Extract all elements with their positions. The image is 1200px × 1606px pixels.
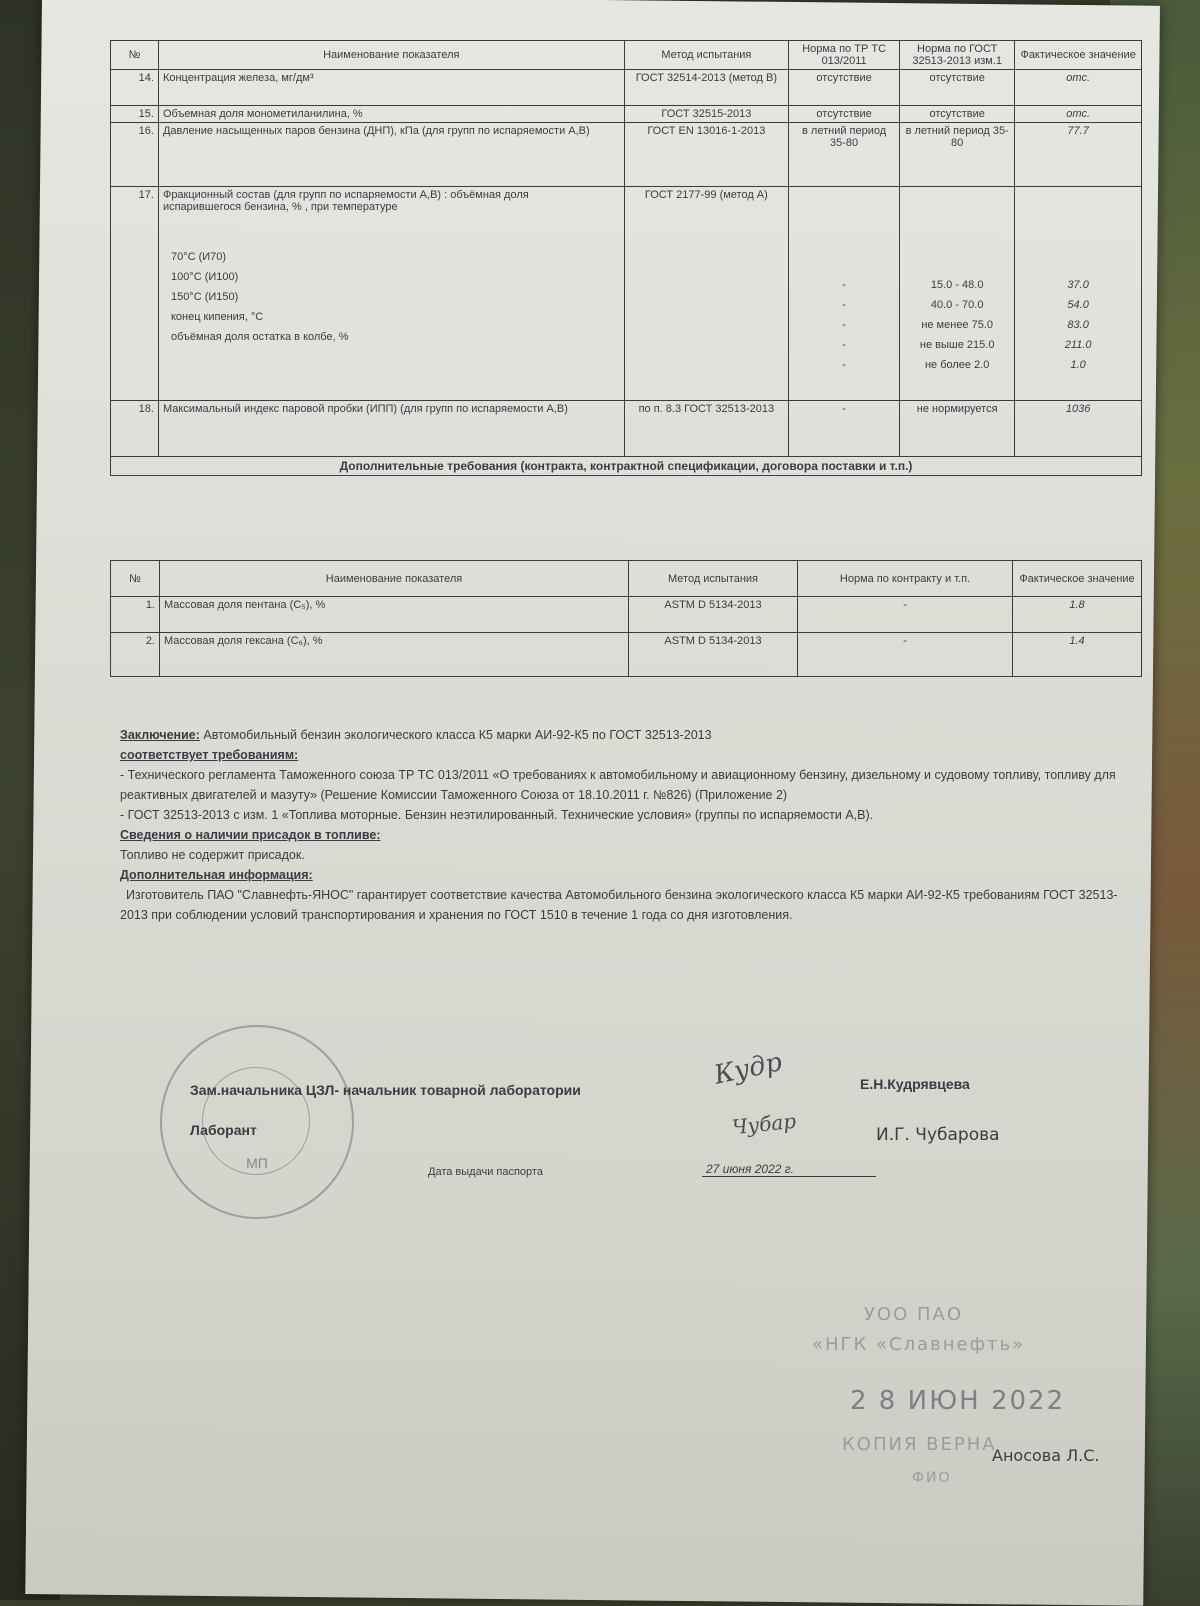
row-name: Массовая доля пентана (С₅), % [160, 597, 629, 633]
row-method: по п. 8.3 ГОСТ 32513-2013 [624, 401, 789, 457]
sub-norm-gost: не более 2.0 [924, 359, 990, 371]
row-no: 18. [111, 401, 159, 457]
row-name: Максимальный индекс паровой пробки (ИПП) (для групп по испаряемости А,В) [158, 401, 624, 457]
sub-value: 1.0 [1070, 359, 1086, 371]
row-name: Концентрация железа, мг/дм³ [158, 70, 624, 106]
date-label: Дата выдачи паспорта [428, 1166, 543, 1178]
row-value: 1036 [1015, 401, 1142, 457]
header-name: Наименование показателя [160, 561, 629, 597]
copy-stamp-line1: УОО ПАО [864, 1304, 964, 1325]
document-page [42, 0, 1160, 1600]
row-norm-tr: - [789, 401, 900, 457]
sub-norm-gost: 15.0 - 48.0 [930, 279, 984, 291]
row-norm-gost [900, 187, 1015, 401]
copy-stamp-name: Аносова Л.С. [992, 1446, 1100, 1465]
signature-name-1: Е.Н.Кудрявцева [860, 1076, 970, 1092]
copy-stamp-line4: ФИО [912, 1470, 952, 1486]
conclusion-label: Заключение: [120, 728, 200, 742]
row-value: отс. [1015, 106, 1142, 123]
sub-value: 83.0 [1067, 319, 1089, 331]
requirement-item-1: - Технического регламента Таможенного союза ТР ТС 013/2011 «О требованиях к автомобильному и авиационному бензину, дизельному и судовому топливу, топливу для реактивных двигателей и мазуту» (Решение Комиссии Таможенного Союза от 18.10.2011 г. №826) (Приложение 2) [120, 768, 1116, 802]
mp-label: МП [246, 1155, 268, 1171]
extra-requirements-row [111, 457, 1142, 476]
header-norm-gost: Норма по ГОСТ 32513-2013 изм.1 [900, 41, 1015, 70]
table-row [111, 106, 1142, 123]
sub-norm-gost: не выше 215.0 [919, 339, 995, 351]
sub-item: 100°С (И100) [170, 271, 239, 283]
row-method: ГОСТ 2177-99 (метод А) [624, 187, 789, 401]
row-norm-tr: в летний период 35-80 [789, 123, 900, 187]
handwritten-signature-2: Чубар [730, 1108, 798, 1140]
sub-value: 54.0 [1067, 299, 1089, 311]
additives-text: Топливо не содержит присадок. [120, 848, 305, 862]
sub-norm-tr: - [842, 299, 846, 311]
conclusion-text: Автомобильный бензин экологического класса К5 марки АИ-92-К5 по ГОСТ 32513-2013 [199, 728, 712, 742]
header-norm-contract: Норма по контракту и т.п. [798, 561, 1013, 597]
header-value: Фактическое значение [1013, 561, 1142, 597]
sub-item: конец кипения, °С [170, 311, 264, 323]
sub-norm-gost: не менее 75.0 [921, 319, 994, 331]
table-row [111, 597, 1142, 633]
requirement-item-2: - ГОСТ 32513-2013 с изм. 1 «Топлива моторные. Бензин неэтилированный. Технические условия» (группы по испаряемости А,В). [120, 808, 874, 822]
row-name: Объемная доля монометиланилина, % [158, 106, 624, 123]
sub-item: объёмная доля остатка в колбе, % [170, 331, 349, 343]
row-name: Давление насыщенных паров бензина (ДНП), кПа (для групп по испаряемости А,В) [158, 123, 624, 187]
row-value: 1.4 [1013, 633, 1142, 677]
row-method: ASTM D 5134-2013 [629, 597, 798, 633]
row-no: 17. [111, 187, 159, 401]
row-no: 2. [111, 633, 160, 677]
header-no: № [111, 41, 159, 70]
copy-stamp-date: 2 8 ИЮН 2022 [850, 1386, 1066, 1416]
table-header-row [111, 41, 1142, 70]
sub-norm-tr: - [842, 319, 846, 331]
row-method: ASTM D 5134-2013 [629, 633, 798, 677]
table-row [111, 401, 1142, 457]
header-method: Метод испытания [629, 561, 798, 597]
header-method: Метод испытания [624, 41, 789, 70]
row-norm-tr: отсутствие [789, 70, 900, 106]
sub-value: 37.0 [1067, 279, 1089, 291]
row-value: 77.7 [1015, 123, 1142, 187]
row-no: 1. [111, 597, 160, 633]
signature-name-2: И.Г. Чубарова [876, 1125, 1000, 1145]
sub-norm-tr: - [842, 279, 846, 291]
row-norm-gost: отсутствие [900, 106, 1015, 123]
table-row-fractional [111, 187, 1142, 401]
header-norm-tr: Норма по ТР ТС 013/2011 [789, 41, 900, 70]
row-norm-gost: не нормируется [900, 401, 1015, 457]
indicators-table [110, 40, 1142, 476]
sub-item: 150°С (И150) [170, 291, 239, 303]
row-norm-gost: отсутствие [900, 70, 1015, 106]
row-name [158, 187, 624, 401]
header-value: Фактическое значение [1015, 41, 1142, 70]
signature-role-2: Лаборант [190, 1122, 257, 1138]
row-norm-tr [789, 187, 900, 401]
sub-item: 70°С (И70) [170, 251, 227, 263]
row-no: 14. [111, 70, 159, 106]
row-name-main: Фракционный состав (для групп по испаряемости А,В) : объёмная доля испарившегося бензина, % , при температуре [162, 189, 529, 213]
handwritten-signature-1: Кудр [711, 1047, 785, 1091]
row-no: 16. [111, 123, 159, 187]
row-norm-gost: в летний период 35-80 [900, 123, 1015, 187]
sub-norm-tr: - [842, 359, 846, 371]
row-norm-tr: отсутствие [789, 106, 900, 123]
conclusion-line [120, 725, 1140, 745]
header-name: Наименование показателя [158, 41, 624, 70]
row-norm: - [798, 597, 1013, 633]
complies-label: соответствует требованиям: [120, 748, 299, 762]
row-norm: - [798, 633, 1013, 677]
info-label: Дополнительная информация: [120, 868, 313, 882]
table-header-row [111, 561, 1142, 597]
date-value: 27 июня 2022 г. [702, 1162, 876, 1177]
row-value [1015, 187, 1142, 401]
row-name: Массовая доля гексана (С₆), % [160, 633, 629, 677]
row-value: отс. [1015, 70, 1142, 106]
row-value: 1.8 [1013, 597, 1142, 633]
table-row [111, 633, 1142, 677]
signature-role-1: Зам.начальника ЦЗЛ- начальник товарной лаборатории [190, 1082, 581, 1098]
extra-table [110, 560, 1142, 677]
extra-requirements-title: Дополнительные требования (контракта, контрактной спецификации, договора поставки и т.п.) [111, 457, 1142, 476]
row-method: ГОСТ 32514-2013 (метод В) [624, 70, 789, 106]
sub-value: 211.0 [1064, 339, 1092, 351]
sub-norm-tr: - [842, 339, 846, 351]
info-text: Изготовитель ПАО "Славнефть-ЯНОС" гарантирует соответствие качества Автомобильного бензина экологического класса К5 марки АИ-92-К5 требованиям ГОСТ 32513-2013 при соблюдении условий транспортирования и хранения по ГОСТ 1510 в течение 1 года со дня изготовления. [120, 888, 1118, 922]
additives-label: Сведения о наличии присадок в топливе: [120, 828, 381, 842]
table-row [111, 123, 1142, 187]
copy-stamp-line2: «НГК «Славнефть» [812, 1334, 1026, 1355]
table-row [111, 70, 1142, 106]
header-no: № [111, 561, 160, 597]
copy-stamp-line3: КОПИЯ ВЕРНА [842, 1434, 997, 1455]
row-no: 15. [111, 106, 159, 123]
conclusion-block [120, 725, 1140, 925]
sub-norm-gost: 40.0 - 70.0 [930, 299, 984, 311]
row-method: ГОСТ EN 13016-1-2013 [624, 123, 789, 187]
row-method: ГОСТ 32515-2013 [624, 106, 789, 123]
